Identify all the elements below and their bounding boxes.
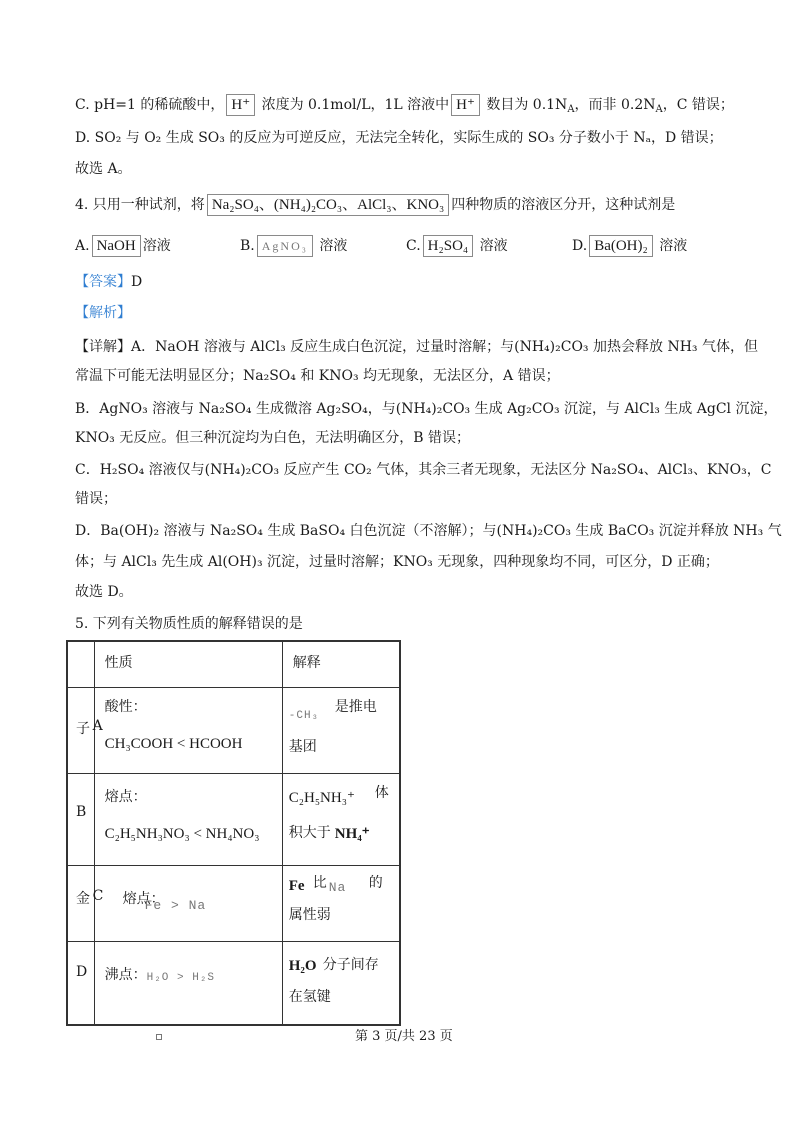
- table-row: D 沸点： H₂O > H₂S H₂O 分子间存 在氢键: [67, 941, 400, 1025]
- reagents-box: Na₂SO₄、(NH₄)₂CO₃、AlCl₃、KNO₃: [207, 194, 449, 216]
- answer-line: 【答案】D: [75, 274, 143, 290]
- option-a: A. NaOH 溶液: [75, 235, 171, 257]
- detail-line-4: KNO₃ 无反应。但三种沉淀均为白色，无法明确区分，B 错误；: [75, 430, 470, 446]
- header-property: 性质: [104, 655, 133, 671]
- detail-line-1: 【详解】A．NaOH 溶液与 AlCl₃ 反应生成白色沉淀，过量时溶解；与(NH₄)₂CO₃ 加热会释放 NH₃ 气体，但: [75, 339, 758, 355]
- option-d: D. Ba(OH)₂ 溶液: [572, 235, 687, 257]
- detail-line-2: 常温下可能无法明显区分；Na₂SO₄ 和 KNO₃ 均无现象，无法区分，A 错误；: [75, 368, 560, 384]
- detail-line-7: D．Ba(OH)₂ 溶液与 Na₂SO₄ 生成 BaSO₄ 白色沉淀（不溶解）；与(NH₄)₂CO₃ 生成 BaCO₃ 沉淀并释放 NH₃ 气: [75, 523, 782, 539]
- h-ion-box-2: H⁺: [451, 94, 480, 116]
- detail-line-3: B．AgNO₃ 溶液与 Na₂SO₄ 生成微溶 Ag₂SO₄，与(NH₄)₂CO₃ 生成 Ag₂CO₃ 沉淀，与 AlCl₃ 生成 AgCl 沉淀，: [75, 401, 778, 417]
- solution-line-c: C. pH=1 的稀硫酸中， H⁺ 浓度为 0.1mol/L，1L 溶液中 H⁺ 数目为 $0.1N_A$，而非 $0.2N_A$，C 错误；: [75, 94, 734, 116]
- detail-line-8: 体；与 AlCl₃ 先生成 Al(OH)₃ 沉淀，过量时溶解；KNO₃ 无现象，四种现象均不同，可区分，D 正确；: [75, 554, 719, 570]
- page-marker: [156, 1034, 162, 1040]
- header-explain: 解释: [292, 655, 321, 671]
- table-row: B 熔点： C₂H₅NH₃NO₃ < NH₄NO₃ C₂H₅NH₃⁺ 体 积大于 NH₄⁺: [67, 773, 400, 865]
- page-footer: 第 3 页/共 23 页: [355, 1029, 453, 1044]
- row-letter: B: [76, 803, 87, 820]
- h-ion-box: H⁺: [226, 94, 255, 116]
- detail-line-5: C．H₂SO₄ 溶液仅与(NH₄)₂CO₃ 反应产生 CO₂ 气体，其余三者无现象，无法区分 Na₂SO₄、AlCl₃、KNO₃，C: [75, 462, 772, 478]
- answer-tag: 【答案】: [75, 274, 131, 290]
- row-letter: C: [92, 887, 104, 904]
- table-row: 金 C 熔点： Fe > Na Fe 比 Na 的 属性弱: [67, 865, 400, 941]
- table-row: 子 A 酸性： CH₃COOH < HCOOH -CH₃ 是推电 基团: [67, 687, 400, 773]
- option-c: C. H₂SO₄ 溶液: [406, 235, 508, 257]
- analysis-tag: 【解析】: [75, 305, 131, 321]
- option-b: B. AgNO₃ 溶液: [240, 235, 347, 257]
- question-4: 4. 只用一种试剂，将 Na₂SO₄、(NH₄)₂CO₃、AlCl₃、KNO₃ 四种物质的溶液区分开，这种试剂是: [75, 194, 675, 216]
- row-letter: D: [76, 963, 88, 980]
- detail-line-9: 故选 D。: [75, 584, 133, 600]
- detail-line-6: 错误；: [75, 491, 117, 507]
- row-letter: A: [92, 717, 103, 734]
- solution-line-d: D. SO₂ 与 O₂ 生成 SO₃ 的反应为可逆反应，无法完全转化，实际生成的 SO₃ 分子数小于 Nₐ，D 错误；: [75, 130, 723, 146]
- property-table: [66, 640, 401, 1026]
- select-a-line: 故选 A。: [75, 161, 132, 177]
- question-5: 5. 下列有关物质性质的解释错误的是: [75, 616, 303, 632]
